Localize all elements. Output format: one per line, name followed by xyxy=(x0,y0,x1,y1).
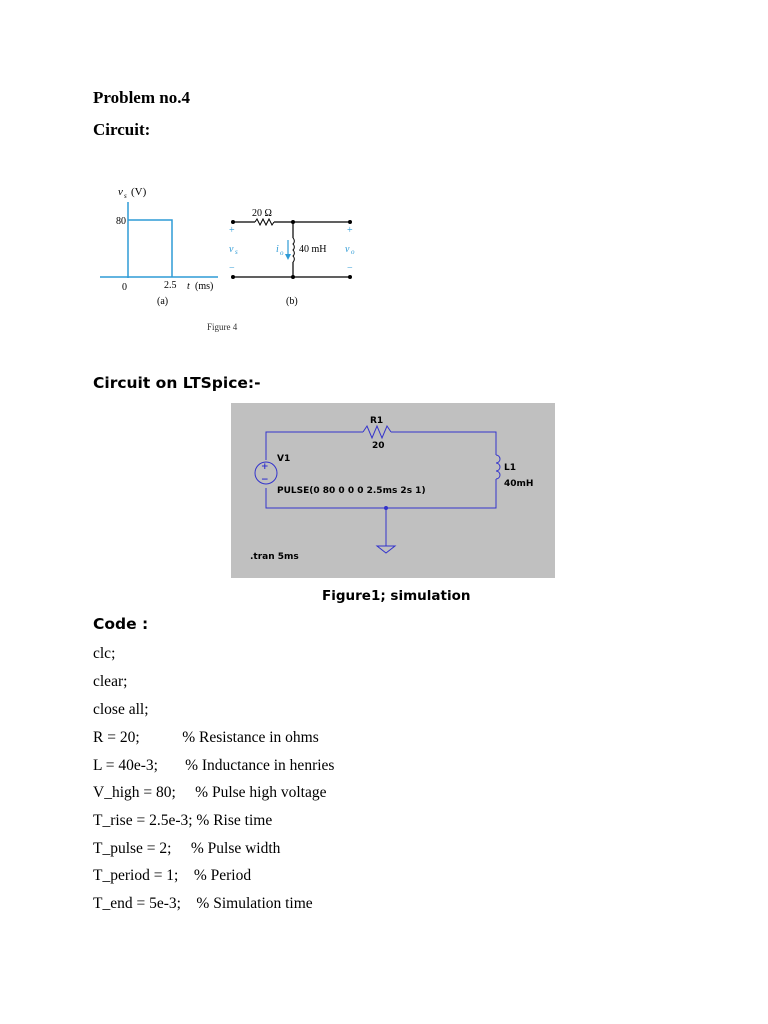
code-line: clc; xyxy=(93,645,116,662)
plot-x-value: 2.5 xyxy=(164,280,177,291)
figure-4-image xyxy=(100,180,380,340)
pulse-plot xyxy=(100,186,218,307)
v1-value: PULSE(0 80 0 0 0 2.5ms 2s 1) xyxy=(277,486,426,496)
plot-y-label: v xyxy=(118,186,123,198)
label-a: (a) xyxy=(157,296,169,307)
l1-name: L1 xyxy=(504,463,516,473)
code-line: close all; xyxy=(93,701,149,718)
pulse-waveform xyxy=(128,220,172,277)
code-line: L = 40e-3; % Inductance in henries xyxy=(93,757,335,774)
ltspice-schematic xyxy=(231,403,555,578)
vo-sub: o xyxy=(351,248,355,256)
code-line: V_high = 80; % Pulse high voltage xyxy=(93,784,327,801)
code-line: T_end = 5e-3; % Simulation time xyxy=(93,895,313,912)
r1-value: 20 xyxy=(372,441,385,451)
vsource-plus: + xyxy=(261,462,269,472)
code-line: clear; xyxy=(93,673,128,690)
code-heading: Code : xyxy=(93,615,149,633)
rl-circuit xyxy=(231,219,352,279)
vs-plus: + xyxy=(229,225,235,236)
r1-name: R1 xyxy=(370,416,384,426)
vsource-minus: − xyxy=(261,475,269,485)
ltspice-heading: Circuit on LTSpice:- xyxy=(93,374,261,392)
vo-minus: − xyxy=(347,263,353,274)
plot-80-label: 80 xyxy=(116,216,126,227)
circuit-heading: Circuit: xyxy=(93,120,151,139)
inductor-symbol xyxy=(293,238,294,262)
plot-x-unit: (ms) xyxy=(195,281,214,292)
code-line: T_period = 1; % Period xyxy=(93,867,252,884)
inductor-label: 40 mH xyxy=(299,244,327,255)
figure-4-caption: Figure 4 xyxy=(207,322,238,332)
vs-minus: − xyxy=(229,263,235,274)
vo-label: v xyxy=(345,244,350,255)
plot-y-sub: s xyxy=(124,192,127,200)
v1-name: V1 xyxy=(277,454,291,464)
label-b: (b) xyxy=(286,296,298,307)
tran-directive: .tran 5ms xyxy=(250,552,299,562)
figure-1-caption: Figure1; simulation xyxy=(322,588,471,604)
current-sub: o xyxy=(280,249,284,257)
junction-dot xyxy=(384,506,388,510)
plot-x-label: t xyxy=(187,281,190,292)
l1-value: 40mH xyxy=(504,479,534,489)
resistor-label: 20 Ω xyxy=(252,208,272,219)
plot-y-unit: (V) xyxy=(131,186,147,198)
code-line: R = 20; % Resistance in ohms xyxy=(93,729,319,746)
vs-sub: s xyxy=(235,248,238,256)
code-line: T_rise = 2.5e-3; % Rise time xyxy=(93,812,273,829)
code-line: T_pulse = 2; % Pulse width xyxy=(93,840,281,857)
vo-plus: + xyxy=(347,225,353,236)
vs-label: v xyxy=(229,244,234,255)
current-label: i xyxy=(276,244,279,255)
problem-title: Problem no.4 xyxy=(93,88,190,107)
plot-origin-label: 0 xyxy=(122,282,127,293)
resistor-symbol xyxy=(255,219,274,225)
